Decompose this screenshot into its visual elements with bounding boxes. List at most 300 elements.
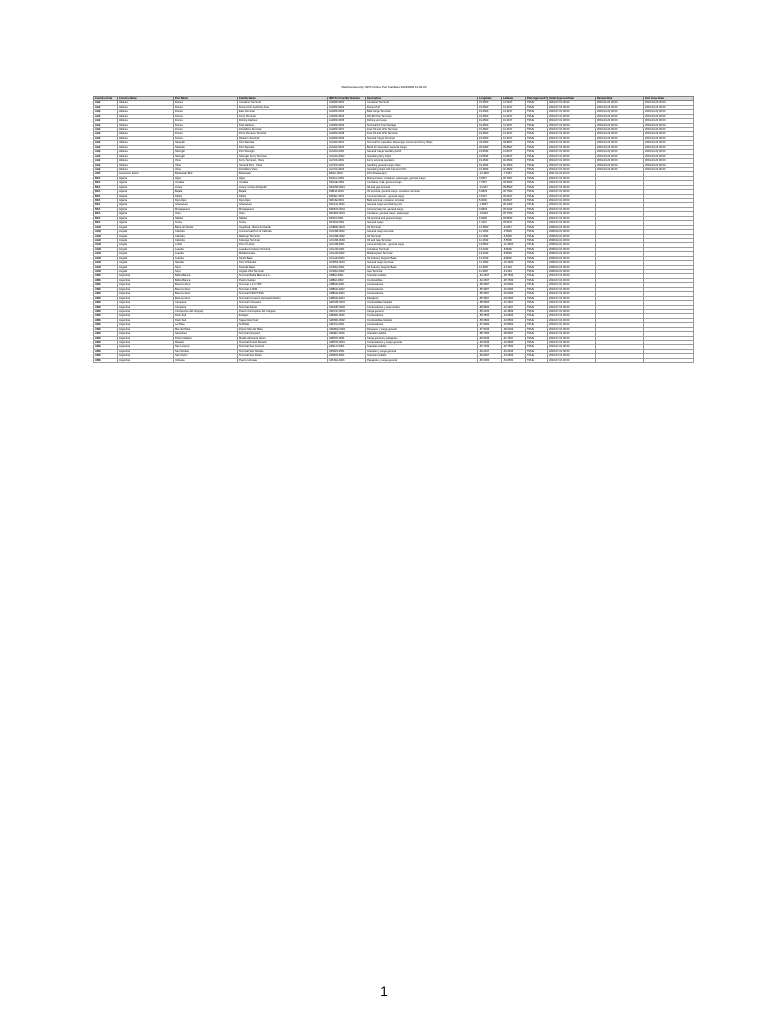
table-cell: Durres	[174, 114, 238, 118]
table-cell: Tenes	[174, 221, 238, 225]
table-cell: Puerto Galvan	[238, 278, 328, 282]
table-cell: -34.6000	[502, 292, 526, 296]
table-cell: Terminal Puerto Rosario	[238, 341, 328, 345]
table-cell: -58.7000	[478, 332, 502, 336]
table-cell: 2004-07-01 00:00	[548, 309, 596, 313]
table-cell: 2004-07-01 00:00	[548, 190, 596, 194]
table-cell: 19.4833	[478, 163, 502, 167]
table-cell: DZA	[94, 190, 118, 194]
table-cell: AOCAB-0003	[328, 238, 366, 242]
table-cell: Ghazaouet	[174, 203, 238, 207]
table-cell: ARBUE-0001	[328, 283, 366, 287]
table-cell: Angola LNG Terminal	[238, 270, 328, 274]
column-header: SoC Issue Date	[644, 97, 694, 101]
table-cell: Handling general cargo ships	[366, 163, 478, 167]
table-cell: Soyo	[174, 265, 238, 269]
table-cell: TRUE	[526, 318, 548, 322]
table-cell: Buenos Aires	[174, 296, 238, 300]
table-cell	[644, 358, 694, 362]
table-cell: DZA	[94, 199, 118, 203]
table-cell: 36.9000	[502, 181, 526, 185]
table-cell: ALDRZ-0001	[328, 101, 366, 105]
table-cell: 36.8167	[502, 199, 526, 203]
table-cell: Argentina	[118, 301, 174, 305]
table-cell: AGO	[94, 256, 118, 260]
table-cell: 36.9167	[502, 194, 526, 198]
table-cell: 2004-07-01 00:00	[548, 278, 596, 282]
table-cell: Necochea	[174, 332, 238, 336]
table-cell: 2004-07-01 00:00	[548, 105, 596, 109]
table-cell: TRUE	[526, 270, 548, 274]
table-cell: 2004-07-01 00:00	[548, 358, 596, 362]
table-cell: 13.3500	[478, 225, 502, 229]
table-cell: 2004-07-01 00:00	[548, 207, 596, 211]
table-cell: Ushuaia	[174, 358, 238, 362]
table-cell: 2019-03-24 00:00	[596, 154, 644, 158]
table-cell: 19.4500	[478, 119, 502, 123]
table-cell: Pasajeros	[366, 296, 478, 300]
table-cell: Graneles solidos	[366, 345, 478, 349]
table-cell: 12.1833	[478, 238, 502, 242]
table-cell: TRUE	[526, 265, 548, 269]
table-cell: Dellys	[174, 194, 238, 198]
table-cell: DZAZW-0001	[328, 185, 366, 189]
table-cell: 2004-07-01 00:00	[548, 341, 596, 345]
table-cell: 2019-03-24 00:00	[644, 136, 694, 140]
table-cell: AOLOB-0001	[328, 243, 366, 247]
table-cell: Terminal San Nicolas	[238, 349, 328, 353]
table-cell: ALB	[94, 101, 118, 105]
table-cell: Contenedores	[366, 287, 478, 291]
table-cell: Albania	[118, 105, 174, 109]
table-cell: 41.3167	[502, 105, 526, 109]
table-cell: ALVOA-0003	[328, 167, 366, 171]
table-cell: TRUE	[526, 159, 548, 163]
table-cell: Port of Namibe	[238, 261, 328, 265]
table-cell: 19.4500	[478, 110, 502, 114]
table-cell: 2004-07-01 00:00	[548, 119, 596, 123]
table-cell: AOLAD-0003	[328, 256, 366, 260]
table-cell: 2019-03-24 00:00	[644, 132, 694, 136]
table-cell: 41.3167	[502, 128, 526, 132]
table-cell: Campana	[174, 305, 238, 309]
table-cell: Porto Romano Terminal	[238, 132, 328, 136]
table-cell: -6.1333	[502, 265, 526, 269]
table-cell: Commercial Port of Cabinda	[238, 230, 328, 234]
table-cell: TRUE	[526, 212, 548, 216]
table-cell: 40.4500	[502, 159, 526, 163]
table-cell: 2004-07-01 00:00	[548, 194, 596, 198]
table-cell: -34.1667	[502, 301, 526, 305]
table-cell: TecPlata	[238, 323, 328, 327]
table-cell: Oil Terminal	[366, 225, 478, 229]
table-cell: TRUE	[526, 345, 548, 349]
column-header: Facility Name	[238, 97, 328, 101]
table-cell: ALB	[94, 141, 118, 145]
table-cell: 2004-07-01 00:00	[548, 145, 596, 149]
table-cell: AOCAB-0002	[328, 234, 366, 238]
table-cell: TRUE	[526, 128, 548, 132]
table-cell: 2008-02-01 00:00	[548, 230, 596, 234]
table-cell: 2008-02-01 00:00	[548, 265, 596, 269]
table-cell: 2008-02-01 00:00	[548, 238, 596, 242]
table-cell: 13.2333	[478, 256, 502, 260]
table-cell: 20.0000	[478, 145, 502, 149]
table-cell: 2004-07-01 00:00	[548, 181, 596, 185]
table-cell: 2004-07-01 00:00	[548, 167, 596, 171]
table-cell: Bejaia	[238, 190, 328, 194]
table-cell: ALB	[94, 119, 118, 123]
table-cell: 12.3667	[478, 265, 502, 269]
table-cell: 2004-07-01 00:00	[548, 301, 596, 305]
table-cell: 39.8667	[502, 145, 526, 149]
table-cell: 2004-07-01 00:00	[548, 136, 596, 140]
table-cell: 2008-02-01 00:00	[548, 247, 596, 251]
table-cell: Commercial port - general cargo	[366, 194, 478, 198]
table-cell: 2019-03-24 00:00	[644, 141, 694, 145]
table-cell: TRUE	[526, 234, 548, 238]
table-cell: ARBUE-0003	[328, 292, 366, 296]
table-cell: 36.8833	[502, 216, 526, 220]
table-cell: 19.4500	[478, 132, 502, 136]
table-cell: Angolissa - Barra do Dande	[238, 225, 328, 229]
table-cell: Port (Passenger)	[366, 172, 478, 176]
table-cell: Algeria	[118, 212, 174, 216]
table-cell: DZA	[94, 212, 118, 216]
table-cell: TRUE	[526, 141, 548, 145]
table-cell: Container Terminal	[366, 247, 478, 251]
table-cell: ARG	[94, 358, 118, 362]
table-cell: Shengjin	[174, 150, 238, 154]
table-cell: 12.3667	[478, 270, 502, 274]
table-cell: -0.6333	[478, 212, 502, 216]
table-cell: ARG	[94, 278, 118, 282]
table-cell: Albania	[118, 141, 174, 145]
table-cell: Terminal 5 BACTSSA	[238, 292, 328, 296]
table-cell: Contenedores y carga general	[366, 341, 478, 345]
table-cell: TRUE	[526, 305, 548, 309]
table-cell: Bejaia	[174, 190, 238, 194]
table-cell: TRUE	[526, 216, 548, 220]
table-cell: -34.6000	[502, 287, 526, 291]
table-cell: Durres Port Authority Area	[238, 105, 328, 109]
table-cell: TRUE	[526, 314, 548, 318]
column-header: Country Code	[94, 97, 118, 101]
table-cell: -60.6333	[478, 341, 502, 345]
table-cell: 2004-07-01 00:00	[548, 212, 596, 216]
table-cell: 13.2333	[478, 252, 502, 256]
table-cell: Bulk Cargo Terminal	[366, 110, 478, 114]
table-cell: 35.8500	[502, 185, 526, 189]
table-cell: -8.4667	[502, 225, 526, 229]
table-cell: Durres	[174, 105, 238, 109]
table-cell: Multi-purpose: container, passenger, general cargo	[366, 176, 478, 180]
table-cell: ALVOA-0001	[328, 159, 366, 163]
table-cell: 41.3167	[502, 114, 526, 118]
table-cell: San Nicolas	[174, 349, 238, 353]
table-cell: Mostaganem	[174, 207, 238, 211]
table-cell: East Terminal	[238, 110, 328, 114]
table-cell: Tenes	[238, 221, 328, 225]
table-cell: Boatswain	[238, 172, 328, 176]
table-cell: 2004-07-01 00:00	[548, 128, 596, 132]
table-cell: DZA	[94, 216, 118, 220]
table-cell: 2019-03-24 00:00	[596, 128, 644, 132]
table-cell: 5.9000	[478, 199, 502, 203]
table-cell: Angola	[118, 265, 174, 269]
table-cell: ARSNS-0001	[328, 349, 366, 353]
table-cell: Terminal 4 APM	[238, 287, 328, 291]
table-cell: 2019-03-24 00:00	[644, 105, 694, 109]
table-cell: Algeria	[118, 185, 174, 189]
table-cell: 41.8167	[502, 150, 526, 154]
table-cell: Argentina	[118, 314, 174, 318]
table-cell: ALSAR-0001	[328, 141, 366, 145]
table-cell: TRUE	[526, 309, 548, 313]
table-cell: ARG	[94, 274, 118, 278]
table-cell: General Cargo Terminal	[366, 136, 478, 140]
table-cell: Alger	[174, 176, 238, 180]
table-cell: Carga general	[366, 309, 478, 313]
table-cell: Argentina	[118, 278, 174, 282]
table-cell: AOBDD-0001	[328, 225, 366, 229]
table-cell: AGO	[94, 252, 118, 256]
table-cell: 2019-03-24 00:00	[644, 159, 694, 163]
table-cell: DZGHA-0001	[328, 203, 366, 207]
table-cell: Carga general y pasajeros	[366, 336, 478, 340]
table-cell: Ferry terminal operation	[366, 159, 478, 163]
table-cell: -34.8500	[502, 323, 526, 327]
table-cell: Oran	[238, 212, 328, 216]
table-cell: Arzew	[174, 185, 238, 189]
table-cell: 2019-03-24 00:00	[596, 163, 644, 167]
table-cell: 6.9000	[478, 216, 502, 220]
table-cell: 36.7667	[502, 176, 526, 180]
table-cell: -42.7667	[502, 336, 526, 340]
table-cell: 2004-07-01 00:00	[548, 123, 596, 127]
table-cell: ARG	[94, 345, 118, 349]
table-cell: -34.6000	[502, 296, 526, 300]
table-cell: Operating ferry ships	[366, 154, 478, 158]
table-cell: 2004-07-01 00:00	[548, 132, 596, 136]
table-cell: 2019-03-24 00:00	[596, 141, 644, 145]
table-cell: DZA	[94, 185, 118, 189]
table-cell: 2019-03-24 00:00	[644, 114, 694, 118]
table-cell: Pasajeros y carga general	[366, 358, 478, 362]
table-cell: -68.3000	[478, 358, 502, 362]
table-cell: Ferry Terminal	[238, 114, 328, 118]
table-cell: TRUE	[526, 176, 548, 180]
table-cell: Terminal Cruceros Quinquela Martin	[238, 296, 328, 300]
table-cell: AOLAD-0002	[328, 252, 366, 256]
table-cell: Angola	[118, 247, 174, 251]
table-cell: Argentina	[118, 323, 174, 327]
table-cell: Angola	[118, 256, 174, 260]
table-cell: TRUE	[526, 105, 548, 109]
table-cell: Luanda	[174, 252, 238, 256]
table-cell: Fishing port area	[366, 119, 478, 123]
table-cell: -6.1333	[502, 270, 526, 274]
table-cell: Algeria	[118, 190, 174, 194]
table-cell: Skikda	[174, 216, 238, 220]
table-cell: -54.8000	[502, 358, 526, 362]
table-cell: DZTEN-0001	[328, 221, 366, 225]
table-cell: Graneles solidos	[366, 274, 478, 278]
table-cell: -33.3333	[502, 349, 526, 353]
table-cell: ARG	[94, 287, 118, 291]
table-cell: Terminal San Lorenzo	[238, 345, 328, 349]
table-cell: 2004-07-01 00:00	[548, 332, 596, 336]
table-cell: ARG	[94, 349, 118, 353]
table-cell: 2019-03-24 00:00	[644, 123, 694, 127]
table-cell: Mar del Plata	[174, 327, 238, 331]
table-cell: 2008-02-01 00:00	[548, 256, 596, 260]
table-cell: Commercial port - general cargo	[366, 243, 478, 247]
table-cell: ALB	[94, 114, 118, 118]
table-cell: Container, general cargo, passenger	[366, 212, 478, 216]
table-cell: Multiterminais	[238, 252, 328, 256]
table-cell: DZALG-0001	[328, 176, 366, 180]
table-cell: -60.7333	[478, 345, 502, 349]
table-cell: Albania	[118, 123, 174, 127]
table-cell: -33.6833	[502, 354, 526, 358]
table-cell: 2004-07-01 00:00	[548, 305, 596, 309]
table-cell: 2019-03-24 00:00	[596, 132, 644, 136]
table-cell: Angola	[118, 234, 174, 238]
table-cell: AGO	[94, 270, 118, 274]
table-cell: 2004-07-01 00:00	[548, 203, 596, 207]
table-cell: 2004-07-01 00:00	[548, 176, 596, 180]
table-cell: ALB	[94, 163, 118, 167]
table-cell: Contenedores y automoviles	[366, 305, 478, 309]
column-header: Initial Approval Date	[548, 97, 596, 101]
table-cell: TRUE	[526, 296, 548, 300]
table-cell: Sarande	[174, 141, 238, 145]
table-cell: -34.6000	[502, 283, 526, 287]
table-cell: Albania	[118, 132, 174, 136]
table-cell: ALDRZ-0008	[328, 132, 366, 136]
table-cell: Algeria	[118, 203, 174, 207]
table-cell: ARBUE-0002	[328, 287, 366, 291]
table-cell: Angola	[118, 225, 174, 229]
table-cell: -62.2667	[478, 278, 502, 282]
table-cell: 41.3167	[502, 136, 526, 140]
table-cell: RO-RO Pax Terminal	[366, 114, 478, 118]
table-cell: -8.8000	[502, 247, 526, 251]
table-cell: TRUE	[526, 256, 548, 260]
table-cell: ARG	[94, 336, 118, 340]
table-cell: 40.4500	[502, 167, 526, 171]
table-cell: Container, bulk, general cargo	[366, 181, 478, 185]
table-cell: Combustibles liquidos	[366, 301, 478, 305]
table-cell: Buenos Aires	[174, 287, 238, 291]
table-cell: Shengjin	[174, 154, 238, 158]
table-cell: Durres	[174, 110, 238, 114]
table-cell: 2019-03-24 00:00	[596, 101, 644, 105]
table-cell: La Plata	[174, 323, 238, 327]
table-cell: TRUE	[526, 136, 548, 140]
table-cell: TRUE	[526, 336, 548, 340]
table-cell: Terminal Zarate	[238, 305, 328, 309]
column-header: Country Name	[118, 97, 174, 101]
table-cell: 3.0667	[478, 176, 502, 180]
table-cell: ALB	[94, 132, 118, 136]
table-cell: TRUE	[526, 261, 548, 265]
table-cell: -58.3667	[478, 283, 502, 287]
table-cell: ARG	[94, 323, 118, 327]
table-cell: DZA	[94, 207, 118, 211]
table-cell: Operating ships with fuel and LPG	[366, 167, 478, 171]
table-cell: -32.7500	[502, 345, 526, 349]
table-cell: Albania	[118, 154, 174, 158]
table-cell: 2019-03-24 00:00	[596, 110, 644, 114]
table-cell: AOSZA-0001	[328, 265, 366, 269]
table-cell: TRUE	[526, 292, 548, 296]
table-cell: BRAC-0001	[328, 172, 366, 176]
table-cell: Argentina	[118, 283, 174, 287]
table-cell: AOMSZ-0001	[328, 261, 366, 265]
table-cell: -59.6667	[478, 354, 502, 358]
table-cell: ARG	[94, 301, 118, 305]
table-cell: ALVOA-0002	[328, 163, 366, 167]
table-cell: Algeria	[118, 194, 174, 198]
table-cell: Angola	[118, 238, 174, 242]
table-cell: Mostaganem	[238, 207, 328, 211]
table-cell: TRUE	[526, 203, 548, 207]
table-cell: Tagsa Dock Sud	[238, 318, 328, 322]
table-cell: TRUE	[526, 190, 548, 194]
table-cell: -65.0333	[478, 336, 502, 340]
table-cell: TRUE	[526, 101, 548, 105]
table-cell: Argentina	[118, 358, 174, 362]
table-cell: Port Sarande	[238, 141, 328, 145]
table-cell: ALB	[94, 128, 118, 132]
table-cell: 13.5500	[478, 243, 502, 247]
table-cell: -38.7833	[502, 274, 526, 278]
table-cell: ARG	[94, 292, 118, 296]
table-cell: Bahia Blanca	[174, 274, 238, 278]
table-cell: 39.8667	[502, 141, 526, 145]
table-cell: ARG	[94, 309, 118, 313]
table-cell: Argentina	[118, 296, 174, 300]
table-cell: Contenedores	[366, 314, 478, 318]
table-cell: DZA	[94, 221, 118, 225]
table-cell: -0.3167	[478, 185, 502, 189]
table-cell: ARSPD-0001	[328, 354, 366, 358]
table-cell: Oil terminal, general cargo, container terminal	[366, 190, 478, 194]
table-cell: 35.1000	[502, 203, 526, 207]
table-cell: Berth for Operation General Cargo	[366, 145, 478, 149]
table-cell: 19.5833	[478, 150, 502, 154]
table-cell: Algeria	[118, 181, 174, 185]
table-cell: TRUE	[526, 110, 548, 114]
table-cell: 12.1500	[478, 261, 502, 265]
table-cell: 2019-03-24 00:00	[596, 150, 644, 154]
table-cell: Gas Terminal	[366, 270, 478, 274]
table-cell: ARG	[94, 305, 118, 309]
column-header: IMO Port Facility Number	[328, 97, 366, 101]
table-cell: Soyo	[174, 270, 238, 274]
table-cell: Albania	[118, 163, 174, 167]
table-cell: 2019-03-24 00:00	[596, 105, 644, 109]
table-cell: Barra do Dande	[174, 225, 238, 229]
table-cell: Alger	[238, 176, 328, 180]
table-body	[94, 101, 694, 363]
table-cell: 2004-07-01 00:00	[548, 163, 596, 167]
table-cell: Algeria	[118, 176, 174, 180]
table-cell: Fuel Harbour	[238, 123, 328, 127]
table-cell: Bahia Blanca	[174, 278, 238, 282]
